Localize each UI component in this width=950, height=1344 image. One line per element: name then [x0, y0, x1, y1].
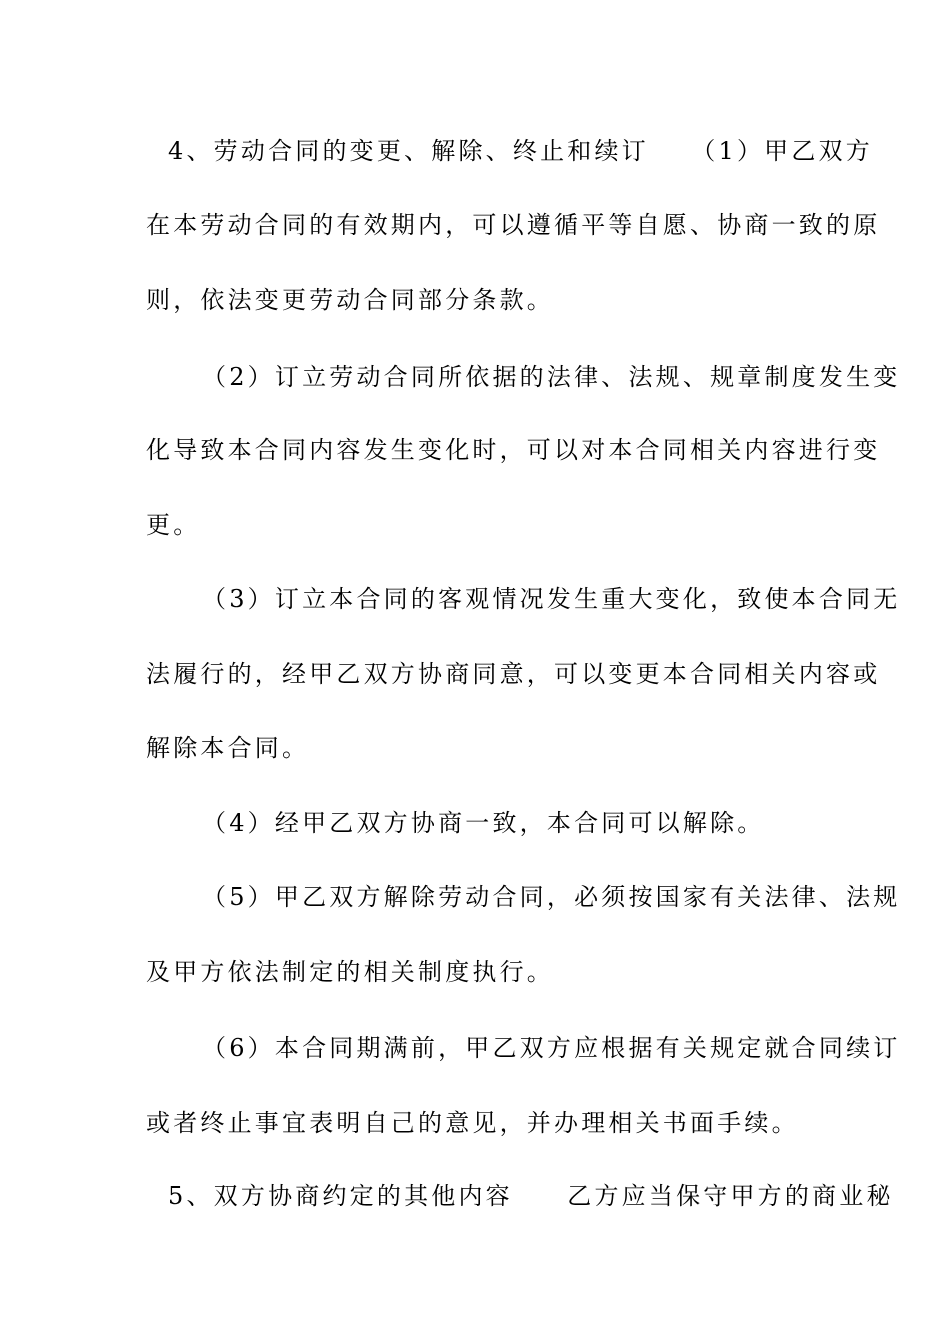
clause-5-line: （5）甲乙双方解除劳动合同，必须按国家有关法律、法规 [202, 883, 901, 911]
paragraph-line: 及甲方依法制定的相关制度执行。 [146, 958, 554, 986]
paragraph-line: 更。 [146, 511, 201, 539]
paragraph-line: 法履行的，经甲乙双方协商同意，可以变更本合同相关内容或 [146, 660, 881, 688]
section-4-heading-line: 4、劳动合同的变更、解除、终止和续订 （1）甲乙双方 [168, 137, 873, 165]
paragraph-line: 解除本合同。 [146, 734, 310, 762]
paragraph-line: 化导致本合同内容发生变化时，可以对本合同相关内容进行变 [146, 436, 881, 464]
clause-4-line: （4）经甲乙双方协商一致，本合同可以解除。 [202, 809, 765, 837]
paragraph-line: 则，依法变更劳动合同部分条款。 [146, 286, 554, 314]
clause-6-line: （6）本合同期满前，甲乙双方应根据有关规定就合同续订 [202, 1034, 901, 1062]
clause-2-line: （2）订立劳动合同所依据的法律、法规、规章制度发生变 [202, 363, 901, 391]
clause-3-line: （3）订立本合同的客观情况发生重大变化，致使本合同无 [202, 585, 901, 613]
paragraph-line: 在本劳动合同的有效期内，可以遵循平等自愿、协商一致的原 [146, 211, 881, 239]
section-5-heading-line: 5、双方协商约定的其他内容 乙方应当保守甲方的商业秘 [168, 1182, 894, 1210]
paragraph-line: 或者终止事宜表明自己的意见，并办理相关书面手续。 [146, 1109, 799, 1137]
